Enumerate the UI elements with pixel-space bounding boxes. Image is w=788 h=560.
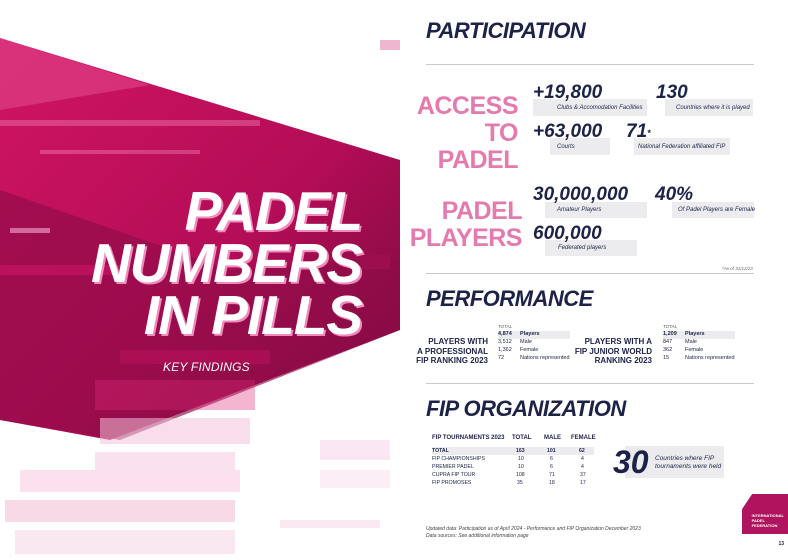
performance-heading: PERFORMANCE <box>426 286 593 311</box>
countries-value: 130 <box>656 82 688 103</box>
access-label-line2: TO PADEL <box>437 119 518 174</box>
cover-title <box>90 180 362 346</box>
logo-line3: FEDERATION <box>751 523 778 528</box>
table-row <box>498 347 570 355</box>
table-row <box>432 471 594 479</box>
cell: 37 <box>580 472 586 478</box>
table-row <box>498 331 570 339</box>
content-page <box>400 0 788 560</box>
cover-title-line2: NUMBERS <box>90 232 362 294</box>
row-number: 72 <box>498 355 505 361</box>
cell: TOTAL <box>432 448 449 454</box>
players-label-line2: PLAYERS <box>409 224 522 252</box>
federations-label: National Federation affiliated FIP <box>638 144 726 150</box>
cell: FIP PROMOSES <box>432 480 472 486</box>
female-percentage-value: 40% <box>655 184 694 205</box>
cover-subtitle: KEY FINDINGS <box>163 360 250 374</box>
players-category-label <box>410 198 522 252</box>
participation-footnote: *As of 31/12/23 <box>722 266 753 271</box>
countries-held-label-line1: Countries where FIP <box>655 455 715 462</box>
cell: 10 <box>518 456 524 462</box>
cell: 10 <box>518 464 524 470</box>
table-header-row <box>432 434 594 447</box>
countries-held-label <box>655 455 721 471</box>
table-row <box>663 331 735 339</box>
cover-title-line3: IN PILLS <box>143 284 362 346</box>
header-cell: MALE <box>544 435 561 441</box>
row-label: Female <box>685 347 704 353</box>
cell: 6 <box>550 456 553 462</box>
clubs-label: Clubs & Accomodation Facilities <box>557 105 643 111</box>
cell: 4 <box>581 456 584 462</box>
row-label: Players <box>685 331 705 337</box>
divider <box>426 64 754 65</box>
table-row <box>432 463 594 471</box>
professional-label-line2: A PROFESSIONAL <box>417 346 488 356</box>
row-number: 4,874 <box>498 331 512 337</box>
junior-label-line1: PLAYERS WITH A <box>584 337 652 346</box>
table-total-header: TOTAL <box>663 324 678 329</box>
fip-logo-text <box>752 513 784 528</box>
junior-ranking-label <box>575 337 652 366</box>
table-row <box>498 355 570 363</box>
divider <box>426 273 754 274</box>
federated-label: Federated players <box>558 245 607 251</box>
access-category-label <box>400 93 518 174</box>
cell: 163 <box>516 448 525 454</box>
countries-held-label-line2: tournaments were held <box>655 463 722 470</box>
row-label: Players <box>520 331 540 337</box>
amateur-label: Amateur Players <box>557 207 602 213</box>
header-cell: TOTAL <box>512 435 532 441</box>
tournaments-table <box>432 434 594 487</box>
cell: 35 <box>517 480 523 486</box>
logo-line1: INTERNATIONAL <box>751 513 784 518</box>
table-row <box>663 347 735 355</box>
row-label: Male <box>685 339 697 345</box>
row-number: 1,209 <box>663 331 677 337</box>
female-percentage-label: Of Padel Players are Female <box>678 207 756 213</box>
cell: 101 <box>547 448 556 454</box>
row-number: 3,512 <box>498 339 512 345</box>
countries-held-value: 30 <box>613 444 649 480</box>
courts-label: Courts <box>557 144 575 150</box>
footer-note: Updated data: Participation as of April 2024 - Performance and FIP Organization December 2023 <box>426 526 641 532</box>
federations-number: 71 <box>626 121 648 142</box>
cell: 71 <box>549 472 555 478</box>
cell: 17 <box>580 480 586 486</box>
table-row <box>663 339 735 347</box>
professional-label-line3: FIP RANKING 2023 <box>416 356 488 365</box>
row-label: Nations represented <box>685 355 735 361</box>
federated-value: 600,000 <box>533 223 602 244</box>
junior-label-line2: FIP JUNIOR WORLD <box>574 346 652 356</box>
professional-ranking-label <box>416 337 488 366</box>
divider <box>426 383 754 384</box>
federations-value <box>626 122 651 142</box>
row-label: Nations represented <box>520 355 570 361</box>
table-row <box>432 479 594 487</box>
row-number: 15 <box>663 355 670 361</box>
cell: PREMIER PADEL <box>432 464 474 470</box>
row-number: 847 <box>663 339 673 345</box>
clubs-value: +19,800 <box>533 82 603 103</box>
cell: FIP CHAMPIONSHIPS <box>432 456 485 462</box>
table-row <box>432 455 594 463</box>
table-total-header: TOTAL <box>498 324 513 329</box>
table-row <box>663 355 735 363</box>
access-label-line1: ACCESS <box>416 92 518 120</box>
players-label-line1: PADEL <box>441 197 522 225</box>
organization-heading: FIP ORGANIZATION <box>426 396 626 421</box>
federations-footnote-mark: * <box>647 128 651 138</box>
cell: 18 <box>549 480 555 486</box>
cell: 4 <box>581 464 584 470</box>
countries-label: Countries where it is played <box>676 105 750 111</box>
professional-label-line1: PLAYERS WITH <box>428 337 488 346</box>
junior-ranking-table <box>663 324 735 363</box>
cell: 6 <box>550 464 553 470</box>
cell: 62 <box>579 448 585 454</box>
amateur-value: 30,000,000 <box>533 184 629 205</box>
professional-ranking-table <box>498 324 570 363</box>
table-row <box>498 339 570 347</box>
cell: CUPRA FIP TOUR <box>432 472 476 478</box>
junior-label-line3: RANKING 2023 <box>594 356 652 365</box>
table-row <box>432 447 594 455</box>
row-label: Male <box>520 339 532 345</box>
row-label: Female <box>520 347 539 353</box>
cell: 108 <box>516 472 525 478</box>
header-cell: FEMALE <box>571 435 596 441</box>
cover-title-line1: PADEL <box>184 180 362 242</box>
page-number: 13 <box>778 541 784 547</box>
row-number: 1,362 <box>498 347 512 353</box>
courts-value: +63,000 <box>533 121 603 142</box>
row-number: 362 <box>663 347 673 353</box>
logo-line2: PADEL <box>751 518 765 523</box>
footer-sources: Data sources: See additional information page <box>426 533 529 539</box>
participation-heading: PARTICIPATION <box>426 18 586 43</box>
header-cell: FIP TOURNAMENTS 2023 <box>432 435 505 441</box>
